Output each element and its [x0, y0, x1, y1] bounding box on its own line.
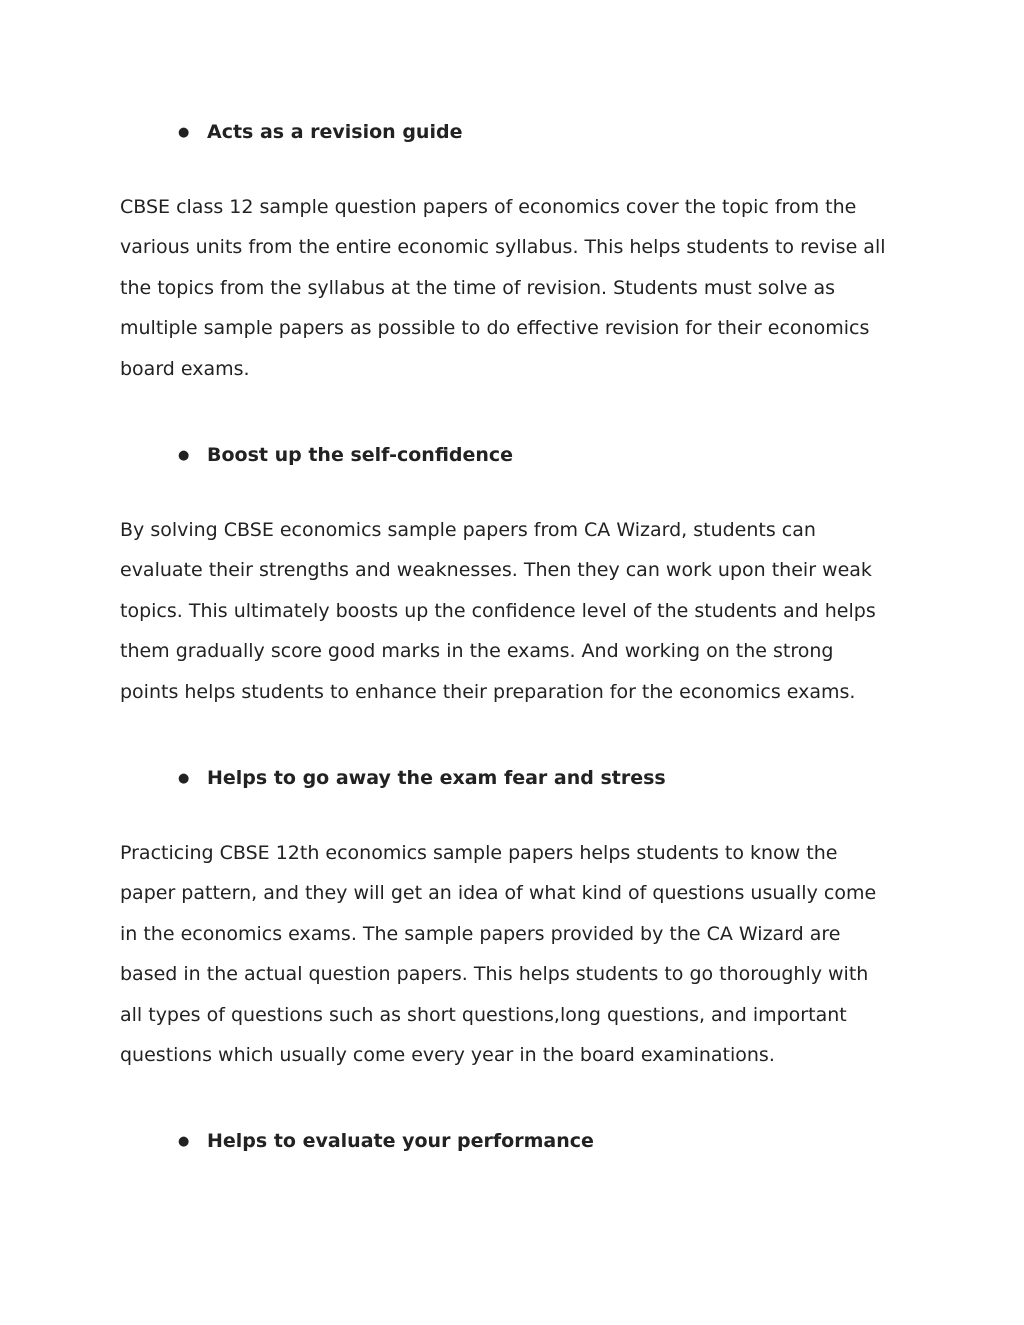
paragraph-line: in the economics exams. The sample papers provided by the CA Wizard are: [120, 923, 841, 945]
paragraph-line: topics. This ultimately boosts up the confidence level of the students and helps: [120, 600, 876, 622]
heading-text: Acts as a revision guide: [207, 121, 463, 143]
heading-text: Helps to evaluate your performance: [207, 1130, 594, 1152]
paragraph-line: the topics from the syllabus at the time of revision. Students must solve as: [120, 277, 836, 299]
bullet-icon: ●: [178, 1134, 190, 1149]
paragraph-line: Practicing CBSE 12th economics sample papers helps students to know the: [120, 842, 838, 864]
bullet-icon: ●: [178, 771, 190, 786]
bullet-heading-revision-guide: [178, 120, 462, 145]
paragraph-line: various units from the entire economic syllabus. This helps students to revise all: [120, 236, 886, 258]
paragraph-line: them gradually score good marks in the exams. And working on the strong: [120, 640, 834, 662]
paragraph-line: all types of questions such as short questions,long questions, and important: [120, 1004, 847, 1026]
paragraph-line: board exams.: [120, 358, 250, 380]
paragraph-line: evaluate their strengths and weaknesses. Then they can work upon their weak: [120, 559, 872, 581]
paragraph-line: questions which usually come every year in the board examinations.: [120, 1044, 775, 1066]
paragraph-line: By solving CBSE economics sample papers from CA Wizard, students can: [120, 519, 816, 541]
bullet-icon: ●: [178, 125, 190, 140]
paragraph-line: points helps students to enhance their preparation for the economics exams.: [120, 681, 856, 703]
heading-text: Helps to go away the exam fear and stress: [207, 767, 666, 789]
paragraph-line: multiple sample papers as possible to do effective revision for their economics: [120, 317, 870, 339]
bullet-heading-self-confidence: [178, 443, 513, 468]
paragraph-line: paper pattern, and they will get an idea of what kind of questions usually come: [120, 882, 877, 904]
paragraph-line: based in the actual question papers. This helps students to go thoroughly with: [120, 963, 869, 985]
bullet-heading-exam-fear: [178, 766, 666, 791]
heading-text: Boost up the self-confidence: [207, 444, 514, 466]
bullet-heading-evaluate-performance: [178, 1129, 594, 1154]
bullet-icon: ●: [178, 448, 190, 463]
paragraph-line: CBSE class 12 sample question papers of economics cover the topic from the: [120, 196, 857, 218]
